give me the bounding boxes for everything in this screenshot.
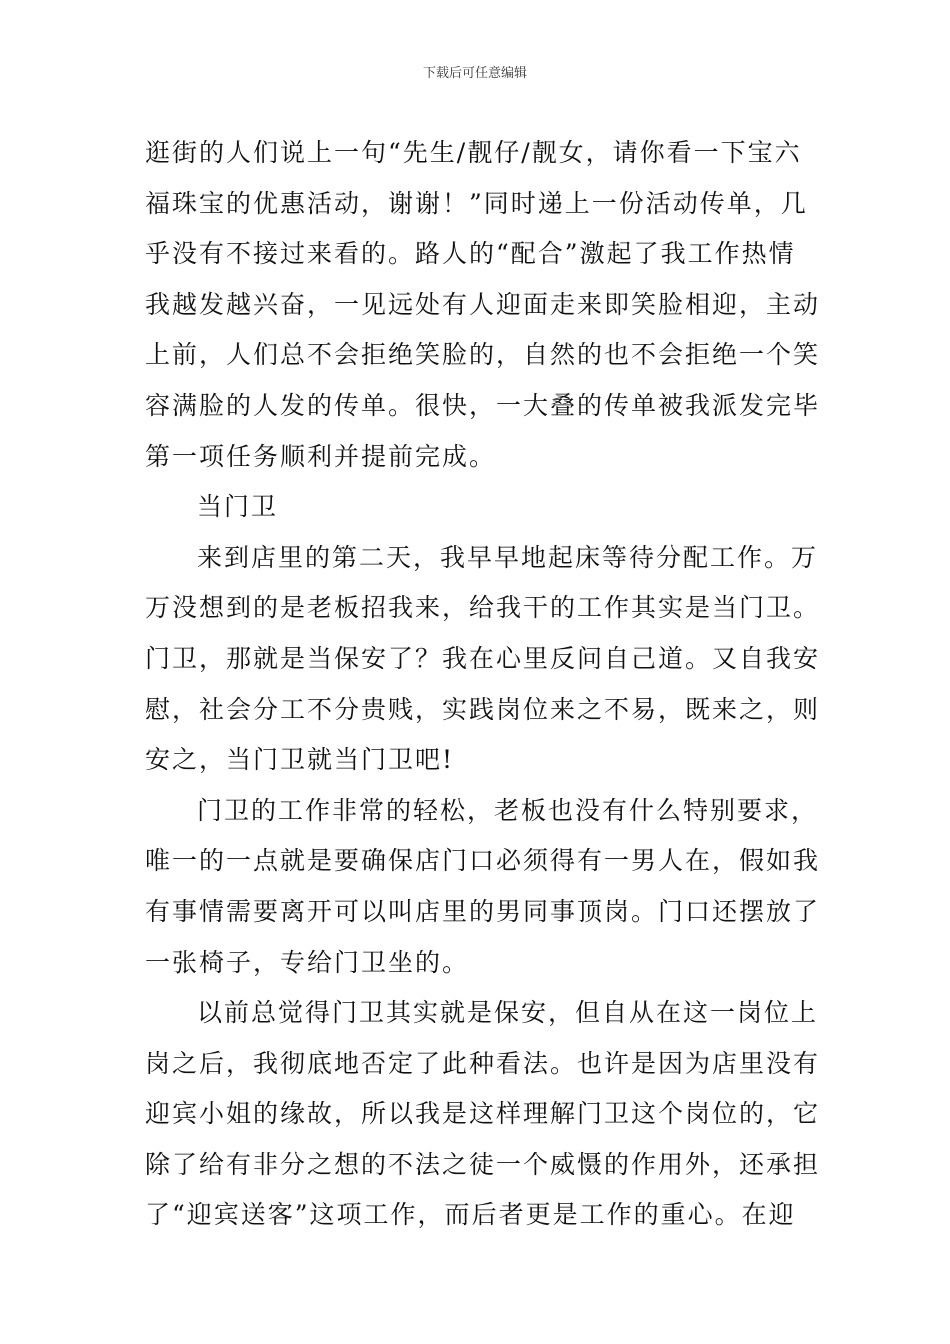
text-line: 来到店里的第二天，我早早地起床等待分配工作。万 — [197, 542, 819, 572]
text-line: 除了给有非分之想的不法之徒一个威慑的作用外，还承担 — [145, 1149, 821, 1179]
page-header-note: 下载后可任意编辑 — [422, 66, 527, 81]
text-line: 乎没有不接过来看的。路人的“配合”激起了我工作热情 — [145, 239, 796, 269]
paragraph-2 — [145, 533, 821, 786]
text-line: 门卫的工作非常的轻松，老板也没有什么特别要求， — [197, 795, 819, 825]
text-line: 安之，当门卫就当门卫吧! — [145, 745, 455, 775]
text-line: 第一项任务顺利并提前完成。 — [145, 441, 497, 471]
text-line: 迎宾小姐的缘故，所以我是这样理解门卫这个岗位的，它 — [145, 1099, 821, 1129]
section-heading — [145, 482, 815, 533]
text-line: 逛街的人们说上一句“先生/靓仔/靓女，请你看一下宝六 — [145, 138, 802, 167]
text-line: 容满脸的人发的传单。很快，一大叠的传单被我派发完毕 — [145, 390, 821, 420]
text-line: 上前，人们总不会拒绝笑脸的，自然的也不会拒绝一个笑 — [145, 340, 821, 370]
text-line: 了“迎宾送客”这项工作，而后者更是工作的重心。在迎 — [145, 1200, 796, 1230]
document-body — [145, 128, 821, 1241]
text-line: 我越发越兴奋，一见远处有人迎面走来即笑脸相迎，主动 — [145, 289, 821, 319]
text-line: 福珠宝的优惠活动，谢谢！”同时递上一份活动传单，几 — [145, 188, 808, 218]
text-line: 有事情需要离开可以叫店里的男同事顶岗。门口还摆放了 — [145, 896, 821, 926]
text-line: 慰，社会分工不分贵贱，实践岗位来之不易，既来之，则 — [145, 694, 821, 724]
text-line: 岗之后，我彻底地否定了此种看法。也许是因为店里没有 — [145, 1048, 821, 1078]
heading-text: 当门卫 — [197, 492, 279, 522]
paragraph-4 — [145, 988, 821, 1241]
text-line: 唯一的一点就是要确保店门口必须得有一男人在，假如我 — [145, 846, 821, 876]
text-line: 万没想到的是老板招我来，给我干的工作其实是当门卫。 — [145, 593, 821, 623]
paragraph-3 — [145, 786, 821, 988]
paragraph-1 — [145, 128, 821, 482]
text-line: 门卫，那就是当保安了？我在心里反问自己道。又自我安 — [145, 643, 821, 673]
text-line: 一张椅子，专给门卫坐的。 — [145, 947, 470, 977]
text-line: 以前总觉得门卫其实就是保安，但自从在这一岗位上 — [197, 998, 819, 1028]
